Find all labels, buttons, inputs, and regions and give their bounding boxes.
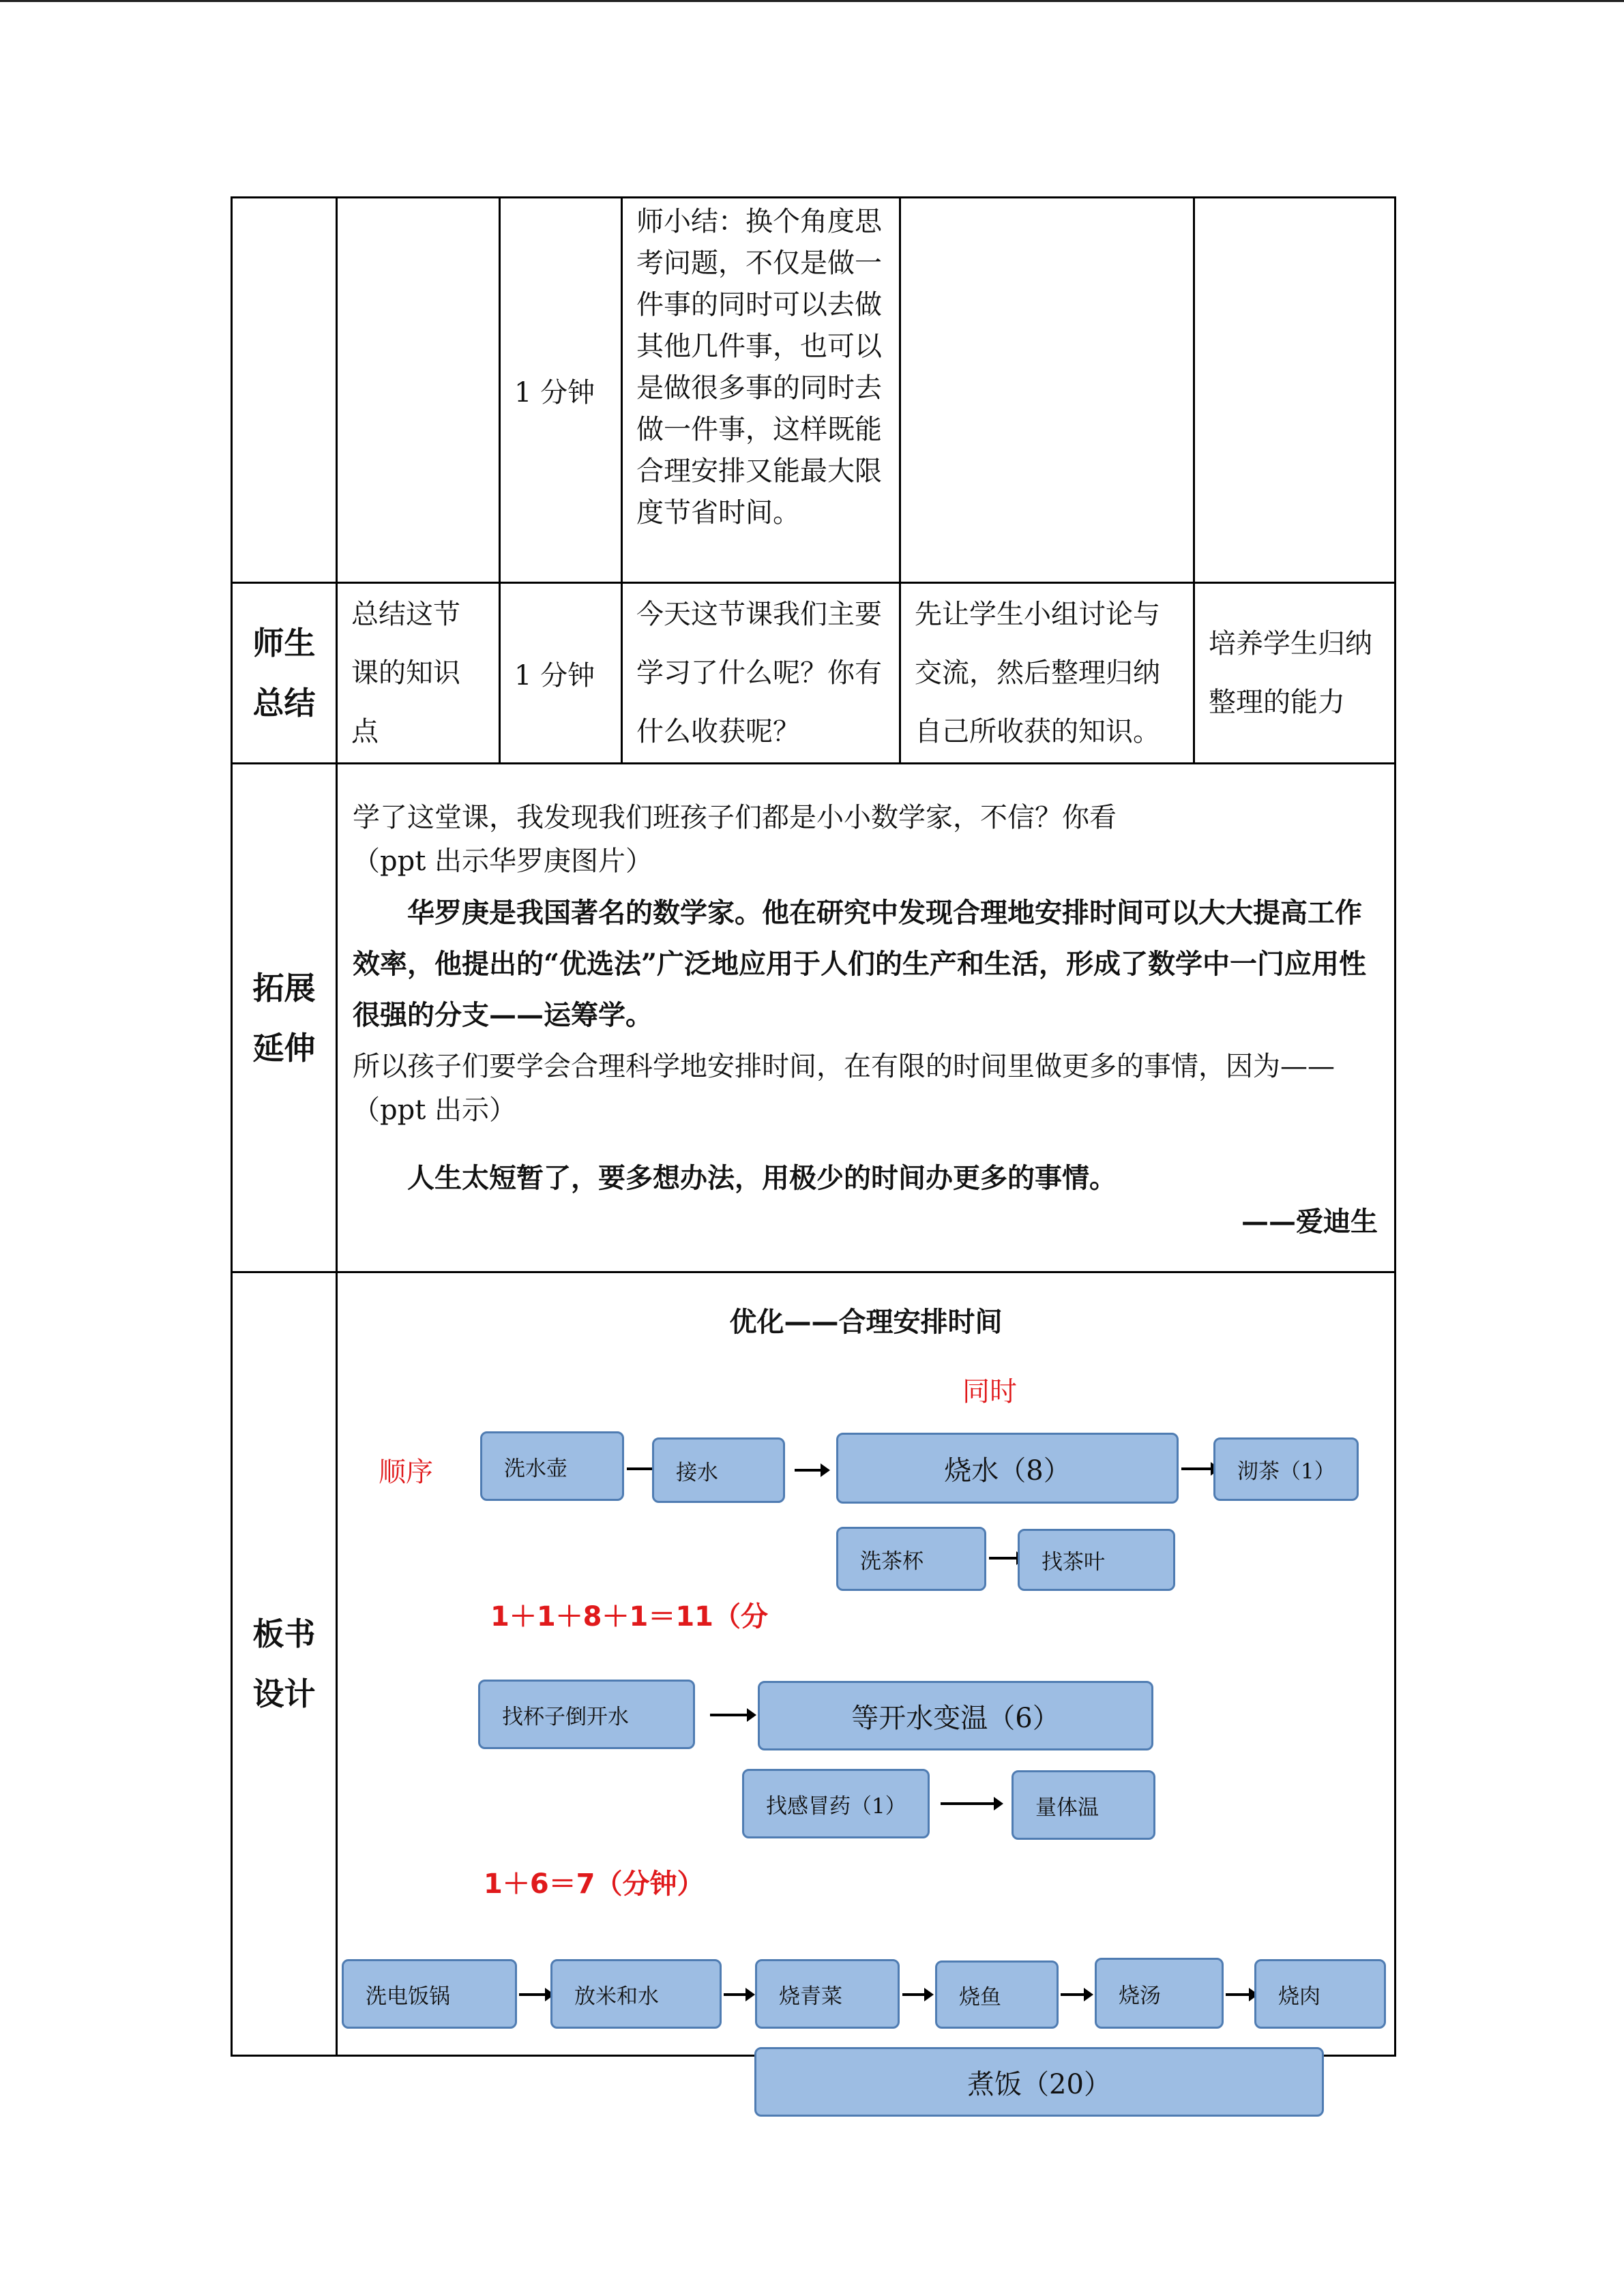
arrow-icon <box>710 1714 748 1716</box>
medicine-formula: 1＋6＝7（分钟） <box>484 1868 705 1900</box>
step-make-tea: 沏茶（1） <box>1213 1437 1359 1501</box>
step-add-rice-water: 放米和水 <box>550 1959 722 2029</box>
extension-ppt-note: （ppt 出示华罗庚图片） <box>353 846 653 877</box>
arrow-icon <box>795 1469 822 1472</box>
tea-formula: 1＋1＋8＋1＝11（分 <box>490 1601 768 1632</box>
row-teacher-student-summary <box>232 583 1396 764</box>
page-top-rule <box>0 0 1624 2</box>
step-cook-rice: 煮饭（20） <box>754 2047 1324 2117</box>
step-boil-water: 烧水（8） <box>836 1433 1179 1504</box>
label-sequence: 顺序 <box>379 1457 433 1488</box>
arrow-icon <box>941 1802 995 1805</box>
step-wait-cool: 等开水变温（6） <box>758 1681 1153 1750</box>
design-purpose: 培养学生归纳整理的能力 <box>1209 628 1372 718</box>
row-summary-continued <box>232 198 1396 583</box>
extension-intro: 学了这堂课，我发现我们班孩子们都是小小数学家，不信？你看 <box>353 802 1117 833</box>
section-label-line2: 设计 <box>252 1675 316 1712</box>
section-label-line2: 延伸 <box>252 1029 316 1067</box>
summary-content: 总结这节课的知识点 <box>351 599 460 747</box>
board-diagram <box>338 1273 1394 2053</box>
student-activity-cell <box>900 583 1194 764</box>
section-label <box>233 958 336 1078</box>
step-cook-greens: 烧青菜 <box>755 1959 900 2029</box>
teacher-activity-cell <box>622 198 900 583</box>
hua-luogeng-paragraph: 华罗庚是我国著名的数学家。他在研究中发现合理地安排时间可以大大提高工作效率，他提出的“优选法”广泛地应用于人们的生产和生活，形成了数学中一门应用性很强的分支——运筹学。 <box>353 897 1367 1031</box>
time-value: 1 分钟 <box>514 659 595 691</box>
section-label-cell <box>232 764 337 1272</box>
board-title: 优化——合理安排时间 <box>729 1307 1003 1338</box>
section-label-line1: 板书 <box>252 1615 316 1652</box>
section-label <box>233 613 336 733</box>
time-cell <box>500 583 622 764</box>
arrow-icon <box>1061 1993 1085 1996</box>
purpose-cell <box>1194 198 1396 583</box>
student-activity: 先让学生小组讨论与交流，然后整理归纳自己所收获的知识。 <box>915 599 1160 747</box>
step-cook-meat: 烧肉 <box>1254 1959 1386 2029</box>
arrow-icon <box>519 1993 546 1996</box>
section-label-line2: 总结 <box>252 685 316 721</box>
section-label-cell <box>232 198 337 583</box>
step-cook-soup: 烧汤 <box>1095 1958 1224 2029</box>
time-value: 1 分钟 <box>514 376 595 408</box>
section-label-cell <box>232 1272 337 2056</box>
extension-content-cell <box>337 764 1396 1272</box>
lesson-plan-table <box>231 196 1396 2057</box>
label-simultaneous: 同时 <box>962 1376 1017 1407</box>
step-find-medicine: 找感冒药（1） <box>742 1769 930 1838</box>
step-wash-kettle: 洗水壶 <box>480 1431 624 1501</box>
teacher-activity-cell <box>622 583 900 764</box>
board-design-cell <box>337 1272 1396 2056</box>
content-cell <box>337 583 500 764</box>
step-get-water: 接水 <box>652 1437 785 1503</box>
step-wash-rice-cooker: 洗电饭锅 <box>342 1959 517 2029</box>
arrow-icon <box>724 1993 747 1996</box>
arrow-icon <box>989 1557 1018 1560</box>
step-measure-temp: 量体温 <box>1012 1770 1155 1840</box>
extension-conclusion: 所以孩子们要学会合理科学地安排时间，在有限的时间里做更多的事情，因为——（ppt 出示） <box>353 1051 1335 1126</box>
arrow-icon <box>1226 1993 1250 1996</box>
student-activity-cell <box>900 198 1194 583</box>
section-label-line1: 师生 <box>252 625 316 661</box>
step-find-leaves: 找茶叶 <box>1018 1529 1175 1591</box>
time-cell <box>500 198 622 583</box>
teacher-question: 今天这节课我们主要学习了什么呢？你有什么收获呢？ <box>636 599 882 747</box>
step-pour-water: 找杯子倒开水 <box>478 1680 695 1749</box>
step-cook-fish: 烧鱼 <box>935 1960 1059 2029</box>
purpose-cell <box>1194 583 1396 764</box>
content-cell <box>337 198 500 583</box>
section-label-cell <box>232 583 337 764</box>
edison-quote: 人生太短暂了，要多想办法，用极少的时间办更多的事情。 <box>407 1162 1117 1194</box>
row-extension <box>232 764 1396 1272</box>
step-wash-cups: 洗茶杯 <box>836 1527 986 1591</box>
extension-text <box>338 764 1394 1271</box>
quote-author: ——爱迪生 <box>1241 1206 1378 1238</box>
section-label <box>233 1604 336 1724</box>
section-label-line1: 拓展 <box>252 969 316 1007</box>
arrow-icon <box>902 1993 926 1996</box>
arrow-icon <box>1181 1467 1212 1470</box>
teacher-summary-text: 师小结：换个角度思考问题，不仅是做一件事的同时可以去做其他几件事，也可以是做很多事的同时去做一件事，这样既能合理安排又能最大限度节省时间。 <box>636 206 882 528</box>
arrow-icon <box>627 1467 654 1470</box>
row-board-design <box>232 1272 1396 2056</box>
